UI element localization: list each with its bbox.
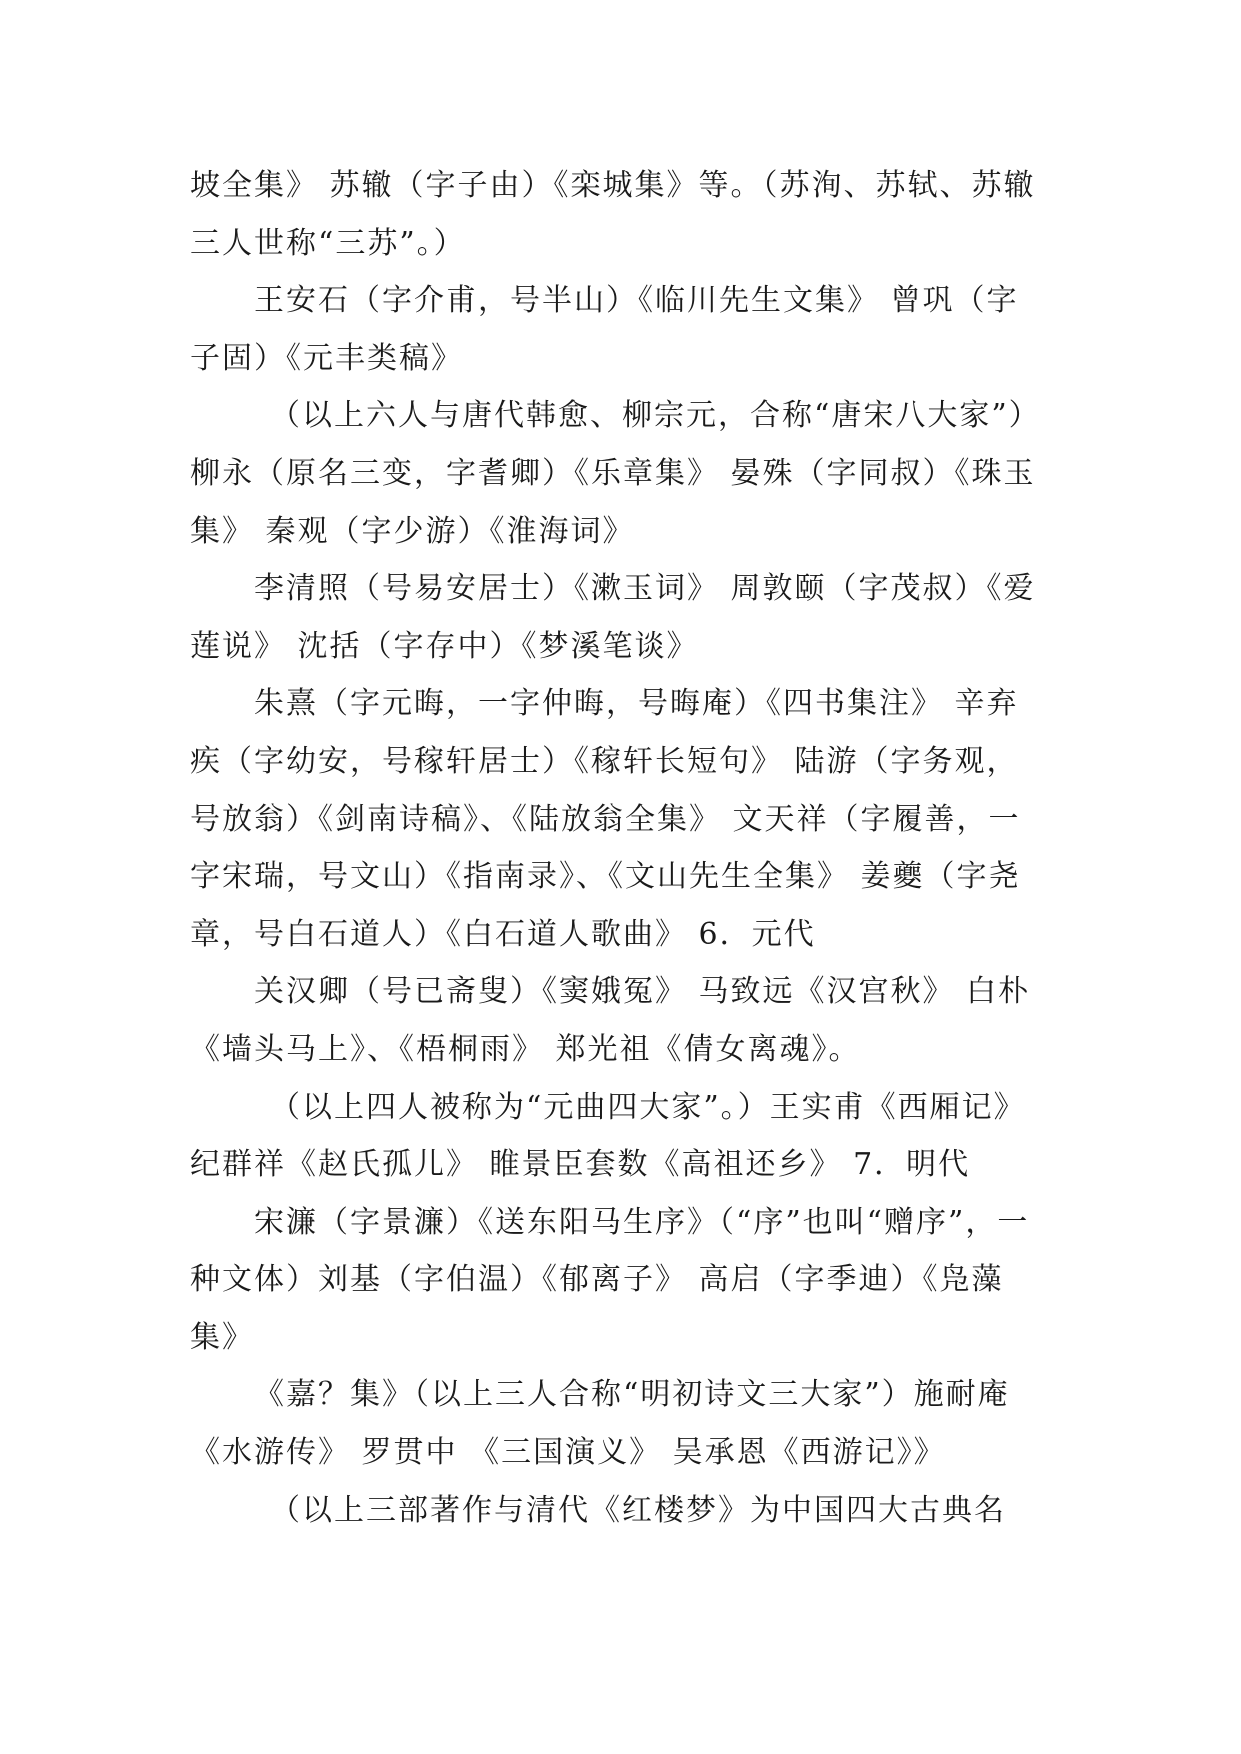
paragraph-9: 《嘉？集》（以上三人合称“明初诗文三大家”）施耐庵《水游传》 罗贯中 《三国演义》 吴承恩《西游记》》: [190, 1377, 1010, 1471]
body-text: [190, 157, 1050, 1539]
paragraph-5: 朱熹（字元晦，一字仲晦，号晦庵）《四书集注》 辛弃疾（字幼安，号稼轩居士）《稼轩长短句》 陆游（字务观，号放翁）《剑南诗稿》、《陆放翁全集》 文天祥（字履善，一字宋瑞，号文山）《指南录》、《文山先生全集》 姜夔（字尧章，号白石道人）《白石道人歌曲》 6．元代: [190, 686, 1021, 952]
paragraph-10: （以上三部著作与清代《红楼梦》为中国四大古典名: [270, 1492, 1006, 1528]
paragraph-8: 宋濂（字景濂）《送东阳马生序》（“序”也叫“赠序”，一种文体）刘基（字伯温）《郁离子》 高启（字季迪）《凫藻集》: [190, 1204, 1030, 1355]
paragraph-4: 李清照（号易安居士）《漱玉词》 周敦颐（字茂叔）《爱莲说》 沈括（字存中）《梦溪笔谈》: [190, 571, 1036, 664]
paragraph-1: 坡全集》 苏辙（字子由）《栾城集》等。（苏洵、苏轼、苏辙三人世称“三苏”。）: [190, 168, 1036, 261]
paragraph-6: 关汉卿（号已斋叟）《窦娥冤》 马致远《汉宫秋》 白朴《墙头马上》、《梧桐雨》 郑光祖《倩女离魂》。: [190, 974, 1031, 1067]
paragraph-2: 王安石（字介甫，号半山）《临川先生文集》 曾巩（字子固）《元丰类稿》: [190, 283, 1019, 376]
paragraph-7: （以上四人被称为“元曲四大家”。）王实甫《西厢记》纪群祥《赵氏孤儿》 睢景臣套数《高祖还乡》 7．明代: [190, 1089, 1026, 1183]
paragraph-3: （以上六人与唐代韩愈、柳宗元，合称“唐宋八大家”）柳永（原名三变，字耆卿）《乐章集》 晏殊（字同叔）《珠玉集》 秦观（字少游）《淮海词》: [190, 398, 1041, 549]
